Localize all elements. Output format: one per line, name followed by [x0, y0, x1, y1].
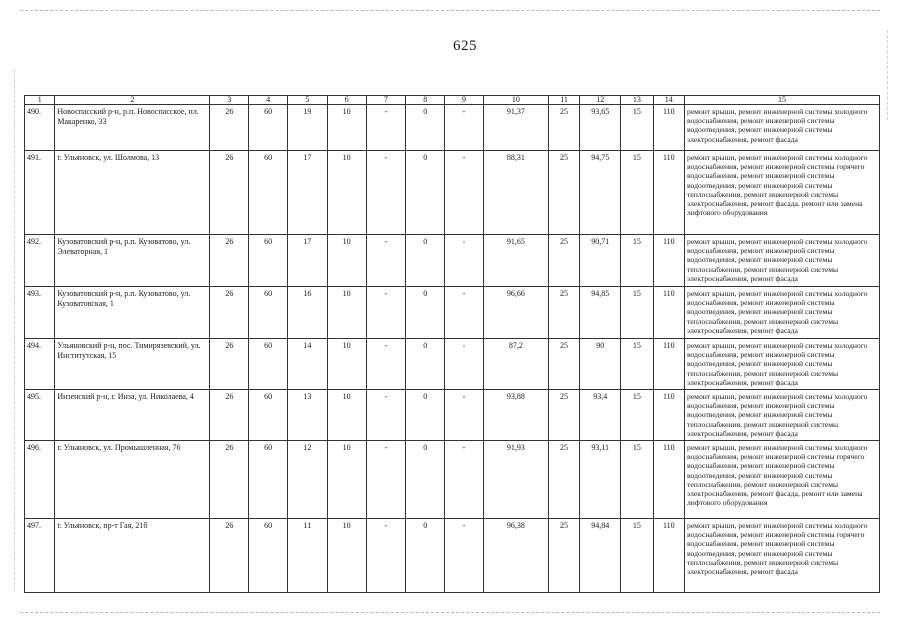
header-col-6: 6	[327, 96, 366, 105]
cell-col-8: 0	[406, 390, 445, 441]
cell-col-7: -	[366, 519, 406, 593]
cell-col-7: -	[366, 390, 406, 441]
cell-col-12: 90,71	[580, 235, 621, 287]
cell-col-11: 25	[548, 339, 579, 390]
cell-col-3: 26	[210, 105, 249, 151]
table-row	[25, 105, 880, 151]
cell-col-9: -	[445, 441, 484, 519]
row-works: ремонт крыши, ремонт инженерной системы холодного водоснабжения, ремонт инженерной системы водоотведения, ремонт инженерной системы теплоснабжения, ремонт инженерной системы электроснабжения, ремонт фасада	[685, 339, 880, 390]
cell-col-14: 110	[653, 151, 684, 235]
cell-col-14: 110	[653, 441, 684, 519]
header-col-11: 11	[548, 96, 579, 105]
table-row	[25, 390, 880, 441]
row-address: Кузоватовский р-н, р.п. Кузоватово, ул. Кузоватовская, 1	[55, 287, 210, 339]
table-row	[25, 287, 880, 339]
cell-col-12: 93,11	[580, 441, 621, 519]
cell-col-9: -	[445, 151, 484, 235]
table-row	[25, 519, 880, 593]
cell-col-13: 15	[621, 339, 653, 390]
cell-col-8: 0	[406, 105, 445, 151]
cell-col-13: 15	[621, 235, 653, 287]
cell-col-5: 12	[287, 441, 327, 519]
cell-col-3: 26	[210, 390, 249, 441]
cell-col-3: 26	[210, 235, 249, 287]
cell-col-13: 15	[621, 151, 653, 235]
cell-col-6: 10	[327, 519, 366, 593]
cell-col-13: 15	[621, 390, 653, 441]
cell-col-7: -	[366, 105, 406, 151]
cell-col-11: 25	[548, 235, 579, 287]
cell-col-12: 93,65	[580, 105, 621, 151]
row-number: 491.	[25, 151, 55, 235]
cell-col-11: 25	[548, 287, 579, 339]
row-works: ремонт крыши, ремонт инженерной системы холодного водоснабжения, ремонт инженерной системы горячего водоснабжения, ремонт инженерной системы водоотведения, ремонт инженерной системы теплоснабжения, ремонт инженерной системы электроснабжения, ремонт фасада	[685, 519, 880, 593]
cell-col-3: 26	[210, 441, 249, 519]
scan-border-right	[887, 30, 888, 120]
cell-col-4: 60	[249, 105, 288, 151]
cell-col-6: 10	[327, 441, 366, 519]
table-row	[25, 151, 880, 235]
header-col-3: 3	[210, 96, 249, 105]
row-works: ремонт крыши, ремонт инженерной системы холодного водоснабжения, ремонт инженерной системы водоотведения, ремонт инженерной системы теплоснабжения, ремонт инженерной системы электроснабжения, ремонт фасада	[685, 390, 880, 441]
cell-col-7: -	[366, 235, 406, 287]
row-number: 497.	[25, 519, 55, 593]
cell-col-6: 10	[327, 390, 366, 441]
cell-col-8: 0	[406, 287, 445, 339]
cell-col-7: -	[366, 287, 406, 339]
row-works: ремонт крыши, ремонт инженерной системы холодного водоснабжения, ремонт инженерной системы водоотведения, ремонт инженерной системы теплоснабжения, ремонт инженерной системы электроснабжения, ремонт фасада	[685, 235, 880, 287]
cell-col-7: -	[366, 151, 406, 235]
cell-col-11: 25	[548, 105, 579, 151]
row-works: ремонт крыши, ремонт инженерной системы холодного водоснабжения, ремонт инженерной системы водоотведения, ремонт инженерной системы теплоснабжения, ремонт инженерной системы электроснабжения, ремонт фасада	[685, 287, 880, 339]
header-col-5: 5	[287, 96, 327, 105]
cell-col-4: 60	[249, 235, 288, 287]
header-col-10: 10	[483, 96, 548, 105]
table-row	[25, 235, 880, 287]
cell-col-14: 110	[653, 105, 684, 151]
cell-col-10: 91,65	[483, 235, 548, 287]
row-address: г. Ульяновск, ул. Шолмова, 13	[55, 151, 210, 235]
cell-col-11: 25	[548, 390, 579, 441]
cell-col-12: 93,4	[580, 390, 621, 441]
header-col-8: 8	[406, 96, 445, 105]
header-col-15: 15	[685, 96, 880, 105]
cell-col-10: 96,66	[483, 287, 548, 339]
cell-col-6: 10	[327, 287, 366, 339]
cell-col-4: 60	[249, 151, 288, 235]
header-col-9: 9	[445, 96, 484, 105]
cell-col-5: 14	[287, 339, 327, 390]
cell-col-14: 110	[653, 287, 684, 339]
cell-col-5: 19	[287, 105, 327, 151]
cell-col-14: 110	[653, 339, 684, 390]
header-row	[25, 96, 880, 105]
cell-col-4: 60	[249, 287, 288, 339]
row-works: ремонт крыши, ремонт инженерной системы холодного водоснабжения, ремонт инженерной системы горячего водоснабжения, ремонт инженерной системы водоотведения, ремонт инженерной системы теплоснабжения, ремонт инженерной системы электроснабжения, ремонт фасада, ремонт или замена лифтового оборудования	[685, 441, 880, 519]
row-address: Ульяновский р-н, пос. Тимирязевский, ул. Институтская, 15	[55, 339, 210, 390]
cell-col-10: 91,93	[483, 441, 548, 519]
cell-col-14: 110	[653, 390, 684, 441]
cell-col-5: 13	[287, 390, 327, 441]
cell-col-9: -	[445, 339, 484, 390]
row-number: 490.	[25, 105, 55, 151]
cell-col-12: 94,75	[580, 151, 621, 235]
cell-col-6: 10	[327, 235, 366, 287]
cell-col-14: 110	[653, 519, 684, 593]
header-col-2: 2	[55, 96, 210, 105]
cell-col-12: 90	[580, 339, 621, 390]
table-row	[25, 441, 880, 519]
cell-col-4: 60	[249, 519, 288, 593]
cell-col-6: 10	[327, 339, 366, 390]
cell-col-12: 94,85	[580, 287, 621, 339]
row-address: г. Ульяновск, ул. Промышленная, 76	[55, 441, 210, 519]
cell-col-10: 88,31	[483, 151, 548, 235]
cell-col-8: 0	[406, 519, 445, 593]
cell-col-12: 94,84	[580, 519, 621, 593]
cell-col-7: -	[366, 441, 406, 519]
cell-col-11: 25	[548, 441, 579, 519]
row-number: 495.	[25, 390, 55, 441]
cell-col-9: -	[445, 390, 484, 441]
cell-col-3: 26	[210, 339, 249, 390]
header-col-4: 4	[249, 96, 288, 105]
table-header	[25, 96, 880, 105]
row-works: ремонт крыши, ремонт инженерной системы холодного водоснабжения, ремонт инженерной системы водоотведения, ремонт инженерной системы электроснабжения, ремонт фасада	[685, 105, 880, 151]
cell-col-9: -	[445, 105, 484, 151]
repair-register-table	[24, 95, 880, 593]
cell-col-6: 10	[327, 151, 366, 235]
cell-col-9: -	[445, 235, 484, 287]
cell-col-3: 26	[210, 151, 249, 235]
cell-col-5: 17	[287, 235, 327, 287]
cell-col-5: 17	[287, 151, 327, 235]
cell-col-10: 93,88	[483, 390, 548, 441]
header-col-13: 13	[621, 96, 653, 105]
cell-col-14: 110	[653, 235, 684, 287]
row-works: ремонт крыши, ремонт инженерной системы холодного водоснабжения, ремонт инженерной системы горячего водоснабжения, ремонт инженерной системы водоотведения, ремонт инженерной системы теплоснабжения, ремонт инженерной системы электроснабжения, ремонт фасада, ремонт или замена лифтового оборудования	[685, 151, 880, 235]
cell-col-9: -	[445, 519, 484, 593]
header-col-12: 12	[580, 96, 621, 105]
cell-col-10: 87,2	[483, 339, 548, 390]
cell-col-4: 60	[249, 390, 288, 441]
cell-col-8: 0	[406, 339, 445, 390]
cell-col-8: 0	[406, 441, 445, 519]
cell-col-10: 91,37	[483, 105, 548, 151]
cell-col-9: -	[445, 287, 484, 339]
cell-col-10: 96,38	[483, 519, 548, 593]
cell-col-13: 15	[621, 287, 653, 339]
cell-col-3: 26	[210, 519, 249, 593]
cell-col-5: 16	[287, 287, 327, 339]
cell-col-8: 0	[406, 235, 445, 287]
scan-border-top	[20, 10, 880, 11]
scan-border-bottom	[20, 612, 880, 613]
scan-border-left	[14, 70, 15, 590]
row-address: г. Ульяновск, пр-т Гая, 21б	[55, 519, 210, 593]
row-address: Кузоватовский р-н, р.п. Кузоватово, ул. Элеваторная, 1	[55, 235, 210, 287]
row-number: 492.	[25, 235, 55, 287]
cell-col-11: 25	[548, 519, 579, 593]
table-row	[25, 339, 880, 390]
cell-col-8: 0	[406, 151, 445, 235]
cell-col-5: 11	[287, 519, 327, 593]
cell-col-7: -	[366, 339, 406, 390]
row-address: Новоспасский р-н, р.п. Новоспасское, пл. Макаренко, 33	[55, 105, 210, 151]
row-number: 496.	[25, 441, 55, 519]
cell-col-13: 15	[621, 441, 653, 519]
cell-col-4: 60	[249, 441, 288, 519]
header-col-7: 7	[366, 96, 406, 105]
cell-col-4: 60	[249, 339, 288, 390]
cell-col-11: 25	[548, 151, 579, 235]
header-col-14: 14	[653, 96, 684, 105]
cell-col-6: 10	[327, 105, 366, 151]
cell-col-3: 26	[210, 287, 249, 339]
page-number: 625	[453, 38, 477, 54]
row-number: 494.	[25, 339, 55, 390]
cell-col-13: 15	[621, 519, 653, 593]
header-col-1: 1	[25, 96, 55, 105]
row-number: 493.	[25, 287, 55, 339]
row-address: Инзенский р-н, г. Инза, ул. Николаева, 4	[55, 390, 210, 441]
cell-col-13: 15	[621, 105, 653, 151]
